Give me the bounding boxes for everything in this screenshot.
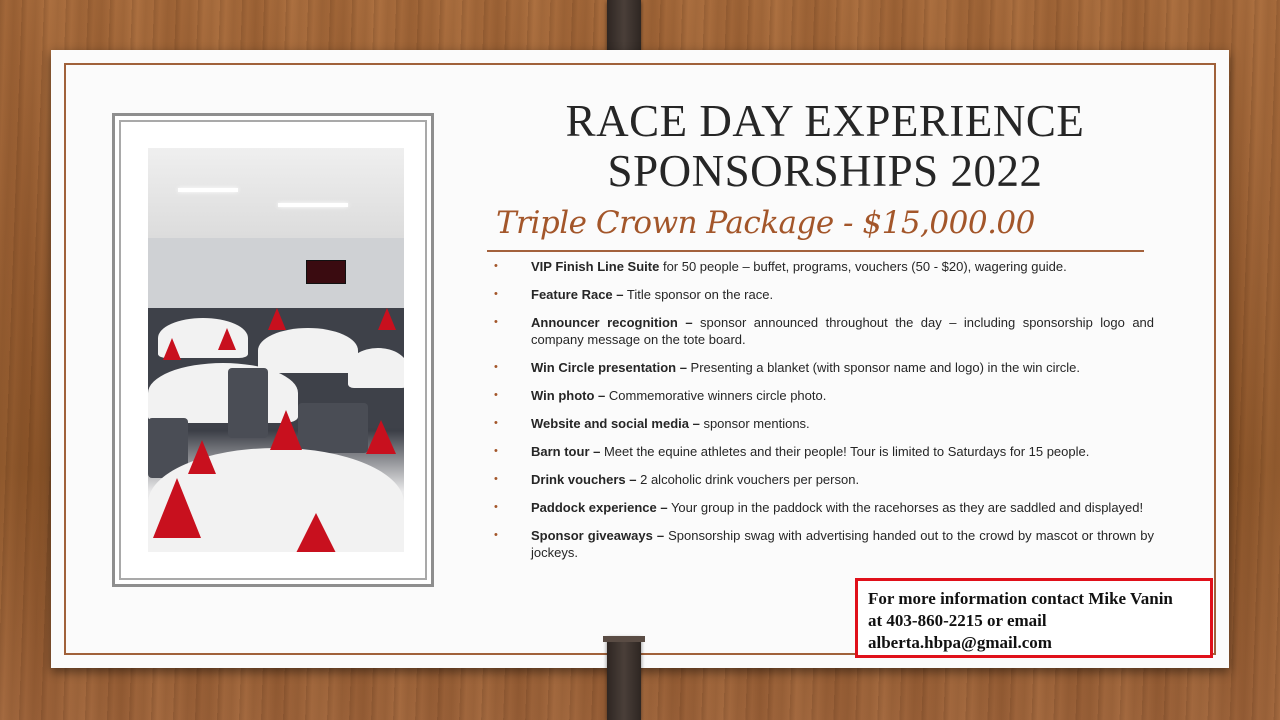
benefit-item [494, 471, 1154, 488]
bottom-strap [607, 636, 641, 720]
benefit-item-title: Win Circle presentation – [531, 360, 687, 375]
benefit-item [494, 527, 1154, 561]
photo-napkin [378, 308, 396, 330]
benefit-item-title: Barn tour – [531, 444, 601, 459]
photo-napkin [163, 338, 181, 360]
contact-email[interactable]: alberta.hbpa@gmail.com [868, 633, 1052, 652]
photo-chair [228, 368, 268, 438]
benefit-item-text: Meet the equine athletes and their people! Tour is limited to Saturdays for 15 people. [600, 444, 1090, 459]
benefit-item [494, 286, 1154, 303]
benefit-item-title: Announcer recognition – [531, 315, 693, 330]
bullet-icon: • [494, 501, 498, 513]
photo-ceiling-light [278, 203, 348, 207]
bullet-icon: • [494, 417, 498, 429]
benefit-item-text: for 50 people – buffet, programs, vouchers (50 - $20), wagering guide. [659, 259, 1067, 274]
contact-line1: For more information contact Mike Vanin [868, 589, 1173, 608]
benefit-item [494, 314, 1154, 348]
benefit-item [494, 415, 1154, 432]
banquet-room-photo [148, 148, 404, 552]
bullet-icon: • [494, 260, 498, 272]
benefit-item-title: Win photo – [531, 388, 606, 403]
package-subtitle: Triple Crown Package - $15,000.00 [496, 205, 1035, 241]
photo-napkin [218, 328, 236, 350]
photo-napkin [270, 410, 302, 450]
benefit-item-title: Feature Race – [531, 287, 624, 302]
photo-chair [298, 403, 368, 453]
subtitle-divider [487, 250, 1144, 252]
benefit-item [494, 258, 1154, 275]
slide-title-line2: SPONSORSHIPS 2022 [607, 146, 1043, 196]
photo-napkin [296, 513, 336, 552]
benefit-item-text: Your group in the paddock with the racehorses as they are saddled and displayed! [667, 500, 1144, 515]
photo-table [348, 348, 404, 388]
benefit-item-text: sponsor announced throughout the day – including sponsorship logo and company message on the tote board. [531, 315, 1155, 347]
benefit-item-title: VIP Finish Line Suite [531, 259, 660, 274]
bullet-icon: • [494, 445, 498, 457]
benefit-item-text: Presenting a blanket (with sponsor name and logo) in the win circle. [686, 360, 1081, 375]
photo-napkin [268, 308, 286, 330]
photo-napkin [366, 420, 396, 454]
benefit-item-text: Title sponsor on the race. [623, 287, 774, 302]
bullet-icon: • [494, 529, 498, 541]
benefit-item-text: 2 alcoholic drink vouchers per person. [636, 472, 860, 487]
slide-title [500, 96, 1150, 196]
photo-tv-screen [306, 260, 346, 284]
bullet-icon: • [494, 473, 498, 485]
contact-box [855, 578, 1213, 658]
photo-ceiling [148, 148, 404, 238]
benefit-item-title: Paddock experience – [531, 500, 668, 515]
benefit-item [494, 387, 1154, 404]
benefit-item-title: Drink vouchers – [531, 472, 637, 487]
benefit-item-text: Commemorative winners circle photo. [605, 388, 827, 403]
slide-title-line1: RACE DAY EXPERIENCE [565, 96, 1085, 146]
photo-napkin [188, 440, 216, 474]
benefit-item [494, 359, 1154, 376]
photo-wall [148, 238, 404, 308]
benefit-item-text: sponsor mentions. [699, 416, 810, 431]
benefit-item-title: Website and social media – [531, 416, 700, 431]
photo-ceiling-light [178, 188, 238, 192]
benefit-item [494, 443, 1154, 460]
benefits-list [494, 258, 1154, 572]
benefit-item [494, 499, 1154, 516]
bullet-icon: • [494, 389, 498, 401]
benefit-item-title: Sponsor giveaways – [531, 528, 665, 543]
bullet-icon: • [494, 361, 498, 373]
contact-line2: at 403-860-2215 or email [868, 611, 1047, 630]
bullet-icon: • [494, 316, 498, 328]
bullet-icon: • [494, 288, 498, 300]
photo-table [258, 328, 358, 373]
benefit-item-text: Sponsorship swag with advertising handed out to the crowd by mascot or thrown by jockeys. [531, 528, 1154, 560]
photo-napkin [153, 478, 201, 538]
